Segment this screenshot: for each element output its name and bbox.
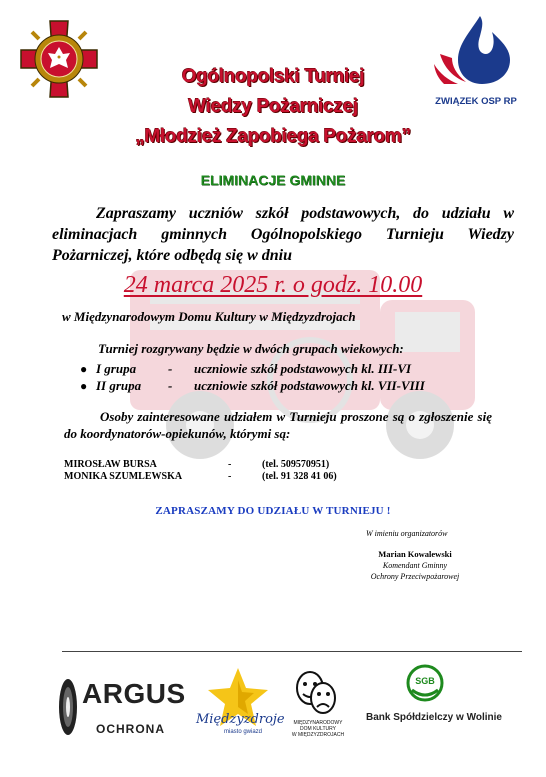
mdk-logo-text: [282, 720, 354, 738]
elimination-heading: ELIMINACJE GMINNE: [200, 172, 346, 188]
event-venue: w Międzynarodowym Domu Kultury w Międzyzdrojach: [62, 309, 356, 324]
group-description: uczniowie szkół podstawowych kl. III-VI: [194, 361, 412, 376]
title-line-1: Ogólnopolski Turniej: [181, 66, 365, 87]
event-date: 24 marca 2025 r. o godz. 10.00: [123, 272, 423, 298]
coordinator-dash: -: [228, 459, 232, 470]
argus-logo-sub: OCHRONA: [96, 722, 165, 736]
coordinator-dash: -: [228, 471, 232, 482]
signature-name: Marian Kowalewski: [378, 549, 452, 559]
group-dash: -: [168, 378, 173, 393]
persons-intro: Osoby zainteresowane udziałem w Turnieju proszone są o zgłoszenie się do koordynatorów-opiekunów, którymi są:: [64, 409, 492, 441]
bank-name: Bank Spółdzielczy w Wolinie: [366, 712, 502, 723]
theater-masks-icon: [292, 668, 340, 718]
argus-logo-name: ARGUS: [82, 678, 186, 709]
argus-shield-icon: [58, 678, 78, 736]
bullet-icon: ●: [80, 361, 88, 376]
sgb-badge-label: SGB: [415, 676, 435, 686]
signature-role-2: Ochrony Przeciwpożarowej: [370, 572, 460, 581]
footer-divider: [62, 651, 522, 652]
signature-role-1: Komendant Gminny: [382, 561, 448, 570]
coordinator-name: MONIKA SZUMLEWSKA: [64, 471, 183, 482]
group-description: uczniowie szkół podstawowych kl. VII-VIII: [194, 378, 425, 393]
invite-text: ZAPRASZAMY DO UDZIAŁU W TURNIEJU !: [155, 505, 391, 517]
coordinator-name: MIROSŁAW BURSA: [64, 459, 157, 470]
group-row: [80, 378, 425, 394]
miedzyzdroje-logo-name: Międzyzdroje: [196, 712, 285, 727]
title-line-2: Wiedzy Pożarniczej: [188, 96, 358, 117]
bullet-icon: ●: [80, 378, 88, 393]
coordinator-phone: (tel. 91 328 41 06): [262, 471, 337, 482]
group-row: [80, 361, 411, 377]
groups-intro: Turniej rozgrywany będzie w dwóch grupach wiekowych:: [98, 341, 404, 356]
mdk-line-1: MIĘDZYNARODOWY: [293, 720, 343, 726]
group-dash: -: [168, 361, 173, 376]
title-line-3: „Młodzież Zapobiega Pożarom”: [135, 126, 411, 147]
intro-paragraph: Zapraszamy uczniów szkół podstawowych, do udziału w eliminacjach gminnych Ogólnopolskiego Turnieju Wiedzy Pożarniczej, które odbędą się w dniu: [52, 205, 514, 264]
group-name: II grupa: [96, 378, 142, 393]
coordinator-row: [64, 459, 329, 470]
coordinator-row: [64, 471, 337, 482]
group-name: I grupa: [96, 361, 137, 376]
miedzyzdroje-logo-sub: miasto gwiazd: [224, 729, 263, 735]
on-behalf-label: W imieniu organizatorów: [366, 529, 448, 538]
mdk-line-2: DOM KULTURY: [300, 726, 336, 732]
signature-block: [350, 549, 480, 582]
coordinator-phone: (tel. 509570951): [262, 459, 330, 470]
osp-logo-label: ZWIĄZEK OSP RP: [435, 96, 517, 107]
mdk-line-3: W MIĘDZYZDROJACH: [291, 732, 345, 738]
